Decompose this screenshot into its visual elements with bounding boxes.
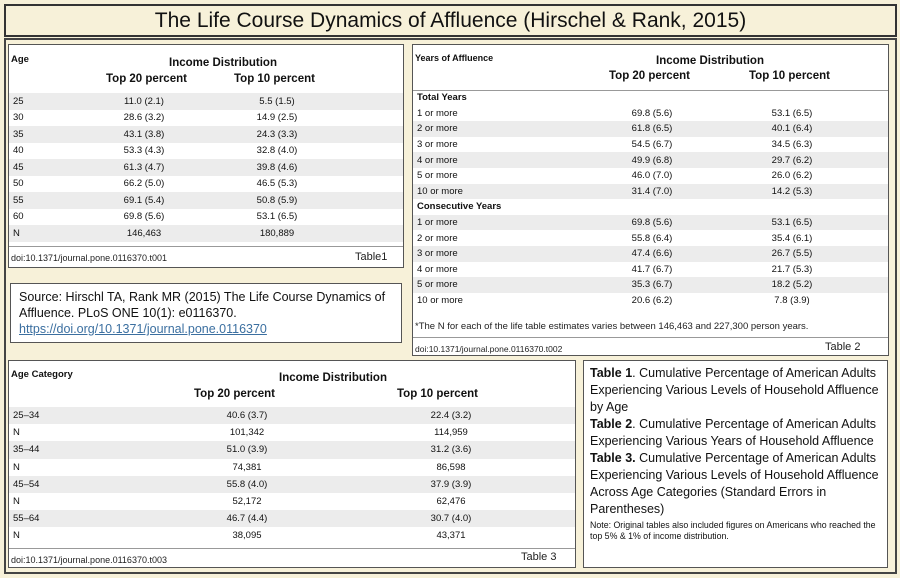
table-row — [413, 121, 889, 137]
top10-cell: 62,476 — [436, 496, 466, 508]
top20-cell: 55.8 (4.0) — [226, 478, 268, 490]
table-row — [413, 215, 889, 231]
top10-cell: 24.3 (3.3) — [256, 128, 298, 140]
table-1 — [8, 44, 404, 268]
table-3-label: Table 3 — [521, 551, 557, 563]
row-label-cell: 1 or more — [417, 107, 458, 119]
row-label-cell: 45–54 — [13, 478, 40, 490]
table-row — [9, 176, 404, 193]
table-row — [9, 225, 404, 242]
table-3-col1-header: Top 20 percent — [194, 388, 275, 400]
table-row — [413, 277, 889, 293]
table-row — [9, 527, 576, 544]
row-label-cell: 4 or more — [417, 263, 458, 275]
page-title: The Life Course Dynamics of Affluence (Hirschel & Rank, 2015) — [4, 4, 897, 37]
top10-cell: 21.7 (5.3) — [771, 263, 813, 275]
description-table-1-text: . Cumulative Percentage of American Adults Experiencing Various Levels of Household Affluence by Age — [590, 366, 879, 414]
description-table-3-text: Cumulative Percentage of American Adults Experiencing Various Levels of Household Affluence Across Age Categories (Standard Errors in Parentheses) — [590, 451, 879, 516]
table-1-row-header: Age — [11, 54, 29, 65]
table-1-group-header: Income Distribution — [169, 57, 277, 69]
table-section-row — [413, 199, 889, 215]
top10-cell: 46.5 (5.3) — [256, 178, 298, 190]
top20-cell: 47.4 (6.6) — [631, 248, 673, 260]
top10-cell: 43,371 — [436, 530, 466, 542]
table-row — [413, 137, 889, 153]
table-row — [413, 106, 889, 122]
top10-cell: 22.4 (3.2) — [430, 410, 472, 422]
row-label-cell: 55 — [13, 194, 24, 206]
top10-cell: 34.5 (6.3) — [771, 139, 813, 151]
top20-cell: 66.2 (5.0) — [123, 178, 165, 190]
table-3-row-header: Age Category — [11, 369, 73, 380]
table-2-doi: doi:10.1371/journal.pone.0116370.t002 — [415, 344, 563, 354]
table-3 — [8, 360, 576, 568]
table-row — [9, 126, 404, 143]
table-3-col2-header: Top 10 percent — [397, 388, 478, 400]
table-2-group-header: Income Distribution — [656, 55, 764, 67]
description-table-3-label: Table 3. — [590, 451, 636, 465]
row-label-cell: 30 — [13, 112, 24, 124]
top20-cell: 69.8 (5.6) — [631, 107, 673, 119]
top10-cell: 30.7 (4.0) — [430, 513, 472, 525]
row-label-cell: 3 or more — [417, 248, 458, 260]
description-table-2-text: . Cumulative Percentage of American Adults Experiencing Various Years of Household Affluence — [590, 417, 877, 448]
top20-cell: 74,381 — [232, 461, 262, 473]
top10-cell: 39.8 (4.6) — [256, 161, 298, 173]
row-label-cell: 35 — [13, 128, 24, 140]
top10-cell: 114,959 — [434, 427, 468, 439]
top10-cell: 53.1 (6.5) — [771, 217, 813, 229]
top20-cell: 43.1 (3.8) — [123, 128, 165, 140]
table-row — [9, 192, 404, 209]
top10-cell: 35.4 (6.1) — [771, 232, 813, 244]
table-1-col2-header: Top 10 percent — [234, 73, 315, 85]
row-label-cell: 25–34 — [13, 410, 40, 422]
row-label-cell: 10 or more — [417, 295, 463, 307]
top20-cell: 46.0 (7.0) — [631, 170, 673, 182]
top20-cell: 20.6 (6.2) — [631, 295, 673, 307]
table-row — [413, 230, 889, 246]
top10-cell: 14.2 (5.3) — [771, 185, 813, 197]
table-2-col1-header: Top 20 percent — [609, 70, 690, 82]
row-label-cell: N — [13, 530, 20, 542]
row-label-cell: 5 or more — [417, 279, 458, 291]
top20-cell: 61.8 (6.5) — [631, 123, 673, 135]
row-label-cell: 50 — [13, 178, 24, 190]
table-3-doi: doi:10.1371/journal.pone.0116370.t003 — [11, 555, 167, 565]
table-row — [9, 93, 404, 110]
description-table-2-label: Table 2 — [590, 417, 633, 431]
row-label-cell: N — [13, 461, 20, 473]
top20-cell: 69.8 (5.6) — [631, 217, 673, 229]
source-text: Source: Hirschl TA, Rank MR (2015) The Life Course Dynamics of Affluence. PLoS ONE 10(1): e0116370. — [19, 290, 386, 320]
top10-cell: 37.9 (3.9) — [430, 478, 472, 490]
row-label-cell: 2 or more — [417, 232, 458, 244]
top20-cell: 101,342 — [229, 427, 265, 439]
top10-cell: 53.1 (6.5) — [771, 107, 813, 119]
top10-cell: 32.8 (4.0) — [256, 145, 298, 157]
top20-cell: 49.9 (6.8) — [631, 154, 673, 166]
table-row — [9, 143, 404, 160]
top20-cell: 52,172 — [232, 496, 262, 508]
top20-cell: 35.3 (6.7) — [631, 279, 673, 291]
top20-cell: 55.8 (6.4) — [631, 232, 673, 244]
source-link[interactable]: https://doi.org/10.1371/journal.pone.0116370 — [19, 322, 267, 336]
top10-cell: 26.7 (5.5) — [771, 248, 813, 260]
row-label-cell: 1 or more — [417, 217, 458, 229]
table-1-label: Table1 — [355, 251, 388, 263]
row-label-cell: 60 — [13, 211, 24, 223]
description-table-1-label: Table 1 — [590, 366, 633, 380]
table-2-col2-header: Top 10 percent — [749, 70, 830, 82]
table-row — [9, 441, 576, 458]
top20-cell: 69.8 (5.6) — [123, 211, 165, 223]
top10-cell: 50.8 (5.9) — [256, 194, 298, 206]
row-label-cell: 40 — [13, 145, 24, 157]
table-row — [413, 168, 889, 184]
table-section-row — [413, 90, 889, 106]
table-row — [9, 110, 404, 127]
table-1-doi: doi:10.1371/journal.pone.0116370.t001 — [11, 253, 167, 263]
top10-cell: 7.8 (3.9) — [774, 295, 810, 307]
table-descriptions — [583, 360, 888, 568]
table-row — [9, 510, 576, 527]
top20-cell: 38,095 — [232, 530, 262, 542]
row-label-cell: 4 or more — [417, 154, 458, 166]
table-2 — [412, 44, 889, 356]
row-label-cell: 10 or more — [417, 185, 463, 197]
table-2-footnote: *The N for each of the life table estimates varies between 146,463 and 227,300 person years. — [415, 321, 809, 332]
top10-cell: 14.9 (2.5) — [256, 112, 298, 124]
row-label-cell: 35–44 — [13, 444, 40, 456]
table-row — [9, 209, 404, 226]
row-label-cell: 5 or more — [417, 170, 458, 182]
top10-cell: 29.7 (6.2) — [771, 154, 813, 166]
top10-cell: 26.0 (6.2) — [771, 170, 813, 182]
top20-cell: 53.3 (4.3) — [123, 145, 165, 157]
row-label-cell: 3 or more — [417, 139, 458, 151]
description-table-1 — [590, 365, 881, 416]
table-2-label: Table 2 — [825, 341, 861, 353]
top20-cell: 46.7 (4.4) — [226, 513, 268, 525]
table-row — [413, 152, 889, 168]
source-citation — [10, 283, 402, 343]
section-label: Consecutive Years — [417, 201, 502, 213]
table-row — [413, 184, 889, 200]
top20-cell: 54.5 (6.7) — [631, 139, 673, 151]
top20-cell: 11.0 (2.1) — [124, 95, 164, 107]
table-row — [9, 407, 576, 424]
table-row — [9, 476, 576, 493]
top10-cell: 53.1 (6.5) — [256, 211, 298, 223]
top20-cell: 69.1 (5.4) — [123, 194, 165, 206]
table-row — [9, 424, 576, 441]
top10-cell: 180,889 — [259, 227, 295, 239]
table-row — [413, 293, 889, 309]
description-note: Note: Original tables also included figures on Americans who reached the top 5% & 1% of income distribution. — [590, 520, 876, 541]
row-label-cell: 2 or more — [417, 123, 458, 135]
table-row — [9, 459, 576, 476]
table-row — [413, 246, 889, 262]
row-label-cell: N — [13, 227, 20, 239]
top10-cell: 31.2 (3.6) — [430, 444, 472, 456]
top20-cell: 61.3 (4.7) — [123, 161, 165, 173]
top10-cell: 86,598 — [436, 461, 466, 473]
table-row — [413, 262, 889, 278]
table-2-row-header: Years of Affluence — [415, 53, 494, 63]
top20-cell: 146,463 — [126, 227, 162, 239]
description-table-3 — [590, 450, 881, 518]
row-label-cell: N — [13, 496, 20, 508]
top10-cell: 18.2 (5.2) — [771, 279, 813, 291]
row-label-cell: 25 — [13, 95, 24, 107]
row-label-cell: N — [13, 427, 20, 439]
top20-cell: 40.6 (3.7) — [226, 410, 268, 422]
top20-cell: 28.6 (3.2) — [123, 112, 165, 124]
row-label-cell: 55–64 — [13, 513, 40, 525]
top20-cell: 31.4 (7.0) — [631, 185, 673, 197]
top10-cell: 40.1 (6.4) — [771, 123, 813, 135]
top10-cell: 5.5 (1.5) — [259, 95, 295, 107]
section-label: Total Years — [417, 92, 467, 104]
table-row — [9, 493, 576, 510]
top20-cell: 41.7 (6.7) — [631, 263, 673, 275]
table-3-group-header: Income Distribution — [279, 372, 387, 384]
description-table-2 — [590, 416, 881, 450]
top20-cell: 51.0 (3.9) — [226, 444, 268, 456]
table-row — [9, 159, 404, 176]
row-label-cell: 45 — [13, 161, 24, 173]
table-1-col1-header: Top 20 percent — [106, 73, 187, 85]
